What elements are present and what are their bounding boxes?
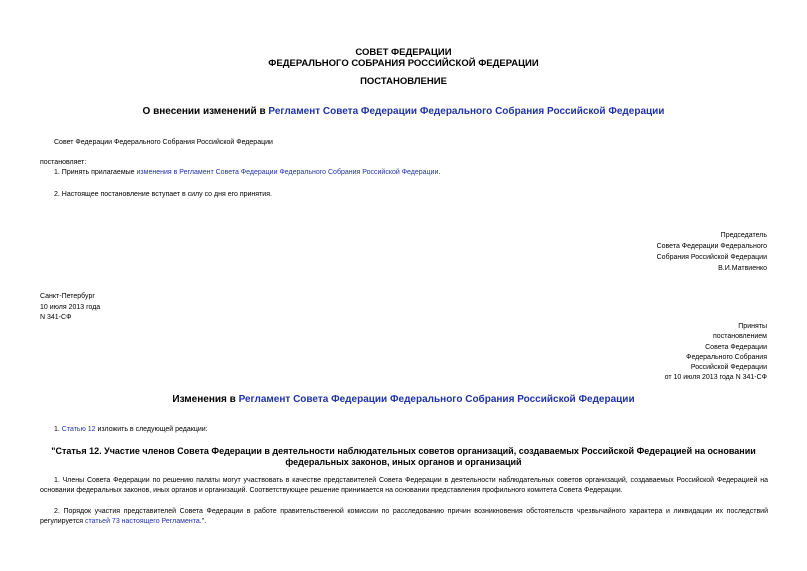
intro-text: Совет Федерации Федерального Собрания Российской Федерации	[54, 139, 273, 146]
signature-block	[657, 230, 767, 274]
adopted-line3: Совета Федерации	[705, 343, 767, 351]
org-name-line2: ФЕДЕРАЛЬНОГО СОБРАНИЯ РОССИЙСКОЙ ФЕДЕРАЦИИ	[268, 58, 539, 69]
date: 10 июля 2013 года	[40, 303, 101, 311]
item-2: 2. Настоящее постановление вступает в силу со дня его принятия.	[54, 191, 272, 198]
article-73-link[interactable]: статьей 73 настоящего Регламента	[84, 517, 200, 525]
title-prefix: О внесении изменений в	[142, 106, 269, 117]
article-heading-line2: федеральных законов, иных органов и организаций	[285, 457, 522, 467]
para-2-suffix: .".	[199, 517, 207, 525]
document-title	[0, 106, 807, 118]
adopted-line2: постановлением	[713, 333, 767, 341]
item-1-prefix: 1. Принять прилагаемые	[54, 169, 137, 176]
document-type: ПОСТАНОВЛЕНИЕ	[360, 76, 447, 87]
article-12-link[interactable]: Статью 12	[61, 426, 96, 433]
item-1-suffix: .	[438, 169, 441, 176]
change-1-suffix: изложить в следующей редакции:	[95, 426, 208, 433]
org-name-line1: СОВЕТ ФЕДЕРАЦИИ	[355, 47, 452, 58]
adopted-line5: Российской Федерации	[690, 364, 767, 372]
adopted-block	[665, 322, 767, 384]
adopted-line1: Приняты	[738, 323, 767, 330]
adopted-line6: от 10 июля 2013 года N 341-СФ	[664, 374, 767, 382]
changes-link[interactable]: изменения в Регламент Совета Федерации Федерального Собрания Российской Федерации	[136, 169, 439, 176]
document-number: N 341-СФ	[40, 314, 72, 321]
para-2-prefix: 2. Порядок участия представителей Совета Федерации в работе правительственной комиссии по расследованию причин возникновения обстоятельств чрезвычайного характера и ликвидации их последствий регулируется	[40, 508, 768, 525]
signature-line4: В.И.Матвиенко	[718, 265, 767, 272]
changes-regulation-link[interactable]: Регламент Совета Федерации Федерального Собрания Российской Федерации	[238, 394, 635, 405]
city: Санкт-Петербург	[40, 293, 95, 300]
changes-title-prefix: Изменения в	[172, 394, 239, 405]
item-1	[54, 168, 440, 177]
change-1	[54, 425, 208, 434]
place-date-block	[40, 292, 100, 324]
signature-line3: Собрания Российской Федерации	[656, 254, 767, 261]
resolves-text: постановляет:	[40, 159, 87, 166]
article-paragraph-2	[40, 507, 768, 526]
regulation-link[interactable]: Регламент Совета Федерации Федерального Собрания Российской Федерации	[268, 106, 665, 117]
signature-line1: Председатель	[720, 232, 767, 239]
article-heading-line1: "Статья 12. Участие членов Совета Федерации в деятельности наблюдательных советов организаций, создаваемых Российской Федерацией на основании	[51, 446, 756, 456]
adopted-line4: Федерального Собрания	[686, 353, 767, 361]
signature-line2: Совета Федерации Федерального	[656, 243, 767, 250]
article-paragraph-1: 1. Члены Совета Федерации по решению палаты могут участвовать в качестве представителей Совета Федерации в деятельности наблюдательных советов организаций, создаваемых Российской Федерацией на основании федеральных законов, иных органов и организаций. Соответствующее решение принимается на основании представления профильного комитета Совета Федерации.	[40, 477, 768, 494]
change-1-prefix: 1.	[54, 426, 62, 433]
changes-title	[0, 394, 807, 406]
